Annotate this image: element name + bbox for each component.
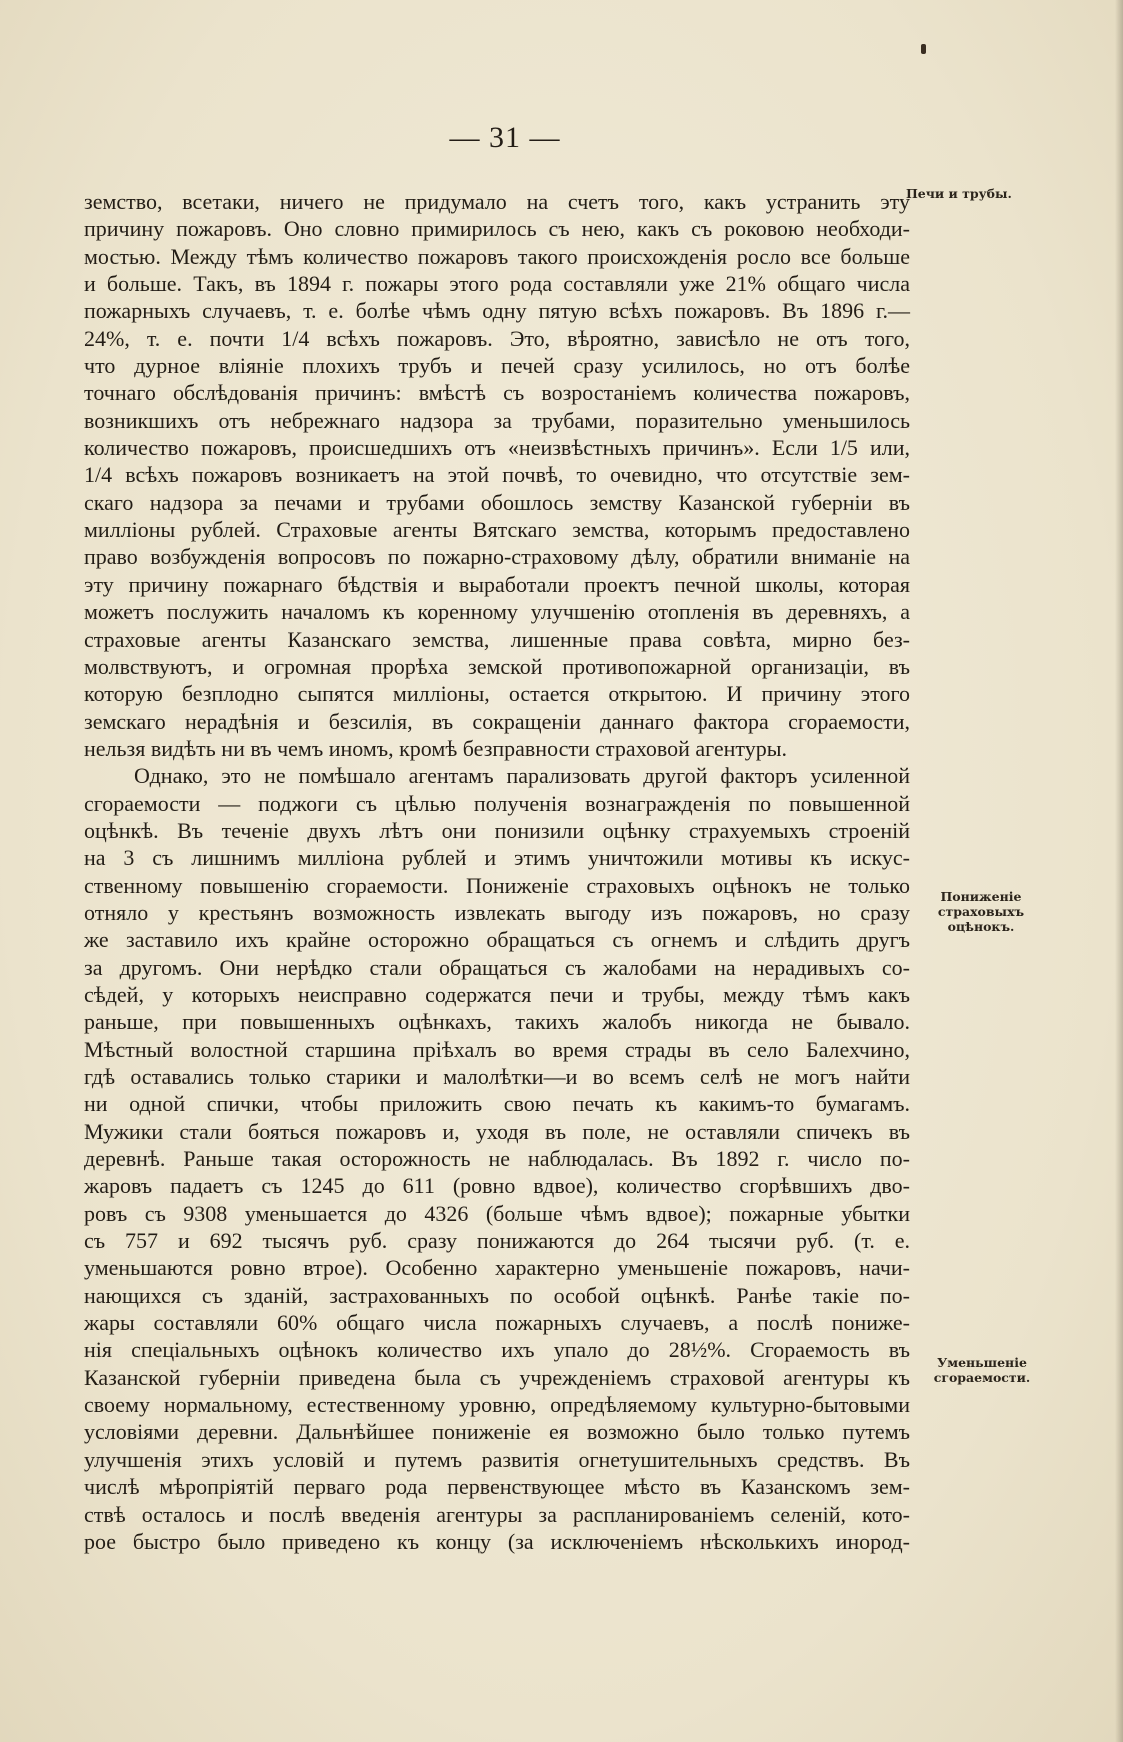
text-line: возникшихъ отъ небрежнаго надзора за трубами, поразительно уменьшилось xyxy=(84,407,910,433)
page-number: — 31 — xyxy=(449,121,561,154)
text-line: количество пожаровъ, происшедшихъ отъ «неизвѣстныхъ причинъ». Если 1/5 или, xyxy=(84,435,910,461)
text-line: на 3 съ лишнимъ миллiона рублей и этимъ уничтожили мотивы къ искус- xyxy=(84,845,910,871)
text-line: условiями деревни. Дальнѣйшее пониженiе ея возможно было только путемъ xyxy=(84,1419,910,1445)
text-line: Мѣстный волостной старшина прiѣхалъ во время страды въ село Балехчино, xyxy=(84,1036,910,1062)
text-line: нающихся съ зданiй, застрахованныхъ по особой оцѣнкѣ. Ранѣе такiе по- xyxy=(84,1282,910,1308)
text-line: Однако, это не помѣшало агентамъ парализовать другой факторъ усиленной xyxy=(134,763,910,789)
text-line: уменьшаются ровно втрое). Особенно характерно уменьшенiе пожаровъ, начи- xyxy=(84,1255,910,1281)
text-line: земскаго нерадѣнiя и безсилiя, въ сокращенiи даннаго фактора сгораемости, xyxy=(84,708,910,734)
text-line: страховые агенты Казанскаго земства, лишенные права совѣта, мирно без- xyxy=(84,626,910,652)
body-text xyxy=(84,188,910,1555)
text-line: ровъ съ 9308 уменьшается до 4326 (больше чѣмъ вдвое); пожарные убытки xyxy=(84,1200,910,1226)
text-line: ствѣ осталось и послѣ введенiя агентуры за распланированiемъ селенiй, кото- xyxy=(84,1501,910,1527)
text-line: сгораемости — поджоги съ цѣлью полученiя вознагражденiя по повышенной xyxy=(84,790,910,816)
text-line: ни одной спички, чтобы приложить свою печать къ какимъ-то бумагамъ. xyxy=(84,1091,910,1117)
text-line: нiя спецiальныхъ оцѣнокъ количество ихъ упало до 28½%. Сгораемость въ xyxy=(84,1337,910,1363)
text-line: и больше. Такъ, въ 1894 г. пожары этого рода составляли уже 21% общаго числа xyxy=(84,271,910,297)
page-edge-shadow xyxy=(1115,0,1123,1742)
text-line: сѣдей, у которыхъ неисправно содержатся печи и трубы, между тѣмъ какъ xyxy=(84,981,910,1007)
text-line: нельзя видѣть ни въ чемъ иномъ, кромѣ безправности страховой агентуры. xyxy=(84,735,788,761)
margin-note-combustibility: Уменьшенiе сгораемости. xyxy=(933,1355,1031,1385)
text-line: 24%, т. е. почти 1/4 всѣхъ пожаровъ. Это, вѣроятно, зависѣло не отъ того, xyxy=(84,325,910,351)
text-line: оцѣнкѣ. Въ теченiе двухъ лѣтъ они понизили оцѣнку страхуемыхъ строенiй xyxy=(84,817,910,843)
text-line: 1/4 всѣхъ пожаровъ возникаетъ на этой почвѣ, то очевидно, что отсутствiе зем- xyxy=(84,462,910,488)
text-line: право возбужденiя вопросовъ по пожарно-страховому дѣлу, обратили вниманiе на xyxy=(84,544,910,570)
text-line: за другомъ. Они нерѣдко стали обращаться съ жалобами на нерадивыхъ со- xyxy=(84,954,910,980)
text-line: причину пожаровъ. Оно словно примирилось съ нею, какъ съ роковою необходи- xyxy=(84,216,910,242)
text-line: жары составляли 60% общаго числа пожарныхъ случаевъ, а послѣ пониже- xyxy=(84,1310,910,1336)
text-line: Казанской губернiи приведена была съ учрежденiемъ страховой агентуры къ xyxy=(84,1364,910,1390)
text-line: деревнѣ. Раньше такая осторожность не наблюдалась. Въ 1892 г. число по- xyxy=(84,1146,910,1172)
text-line: раньше, при повышенныхъ оцѣнкахъ, такихъ жалобъ никогда не бывало. xyxy=(84,1009,910,1035)
text-line: рое быстро было приведено къ концу (за исключенiемъ нѣсколькихъ инород- xyxy=(84,1528,910,1554)
text-line: что дурное влiянiе плохихъ трубъ и печей сразу усилилось, но отъ болѣе xyxy=(84,353,910,379)
text-line: миллiоны рублей. Страховые агенты Вятскаго земства, которымъ предоставлено xyxy=(84,517,910,543)
text-line: пожарныхъ случаевъ, т. е. болѣе чѣмъ одну пятую всѣхъ пожаровъ. Въ 1896 г.— xyxy=(84,298,910,324)
text-line: можетъ послужить началомъ къ коренному улучшенiю отопленiя въ деревняхъ, а xyxy=(84,599,910,625)
text-line: же заставило ихъ крайне осторожно обращаться съ огнемъ и слѣдить другъ xyxy=(84,927,910,953)
margin-note-valuation: Пониженiе страховыхъ оцѣнокъ. xyxy=(937,889,1025,934)
text-line: земство, всетаки, ничего не придумало на счетъ того, какъ устранить эту xyxy=(84,189,910,214)
text-line: эту причину пожарнаго бѣдствiя и выработали проектъ печной школы, которая xyxy=(84,571,910,597)
text-line: съ 757 и 692 тысячъ руб. сразу понижаются до 264 тысячи руб. (т. е. xyxy=(84,1228,910,1254)
text-line: мостью. Между тѣмъ количество пожаровъ такого происхожденiя росло все больше xyxy=(84,243,910,269)
text-line: ственному повышенiю сгораемости. Пониженiе страховыхъ оцѣнокъ не только xyxy=(84,872,910,898)
text-line: точнаго обслѣдованiя причинъ: вмѣстѣ съ возростанiемъ количества пожаровъ, xyxy=(84,380,910,406)
text-line: своему нормальному, естественному уровню, опредѣляемому культурно-бытовыми xyxy=(84,1392,910,1418)
text-line: отняло у крестьянъ возможность извлекать выгоду изъ пожаровъ, но сразу xyxy=(84,899,910,925)
text-line: гдѣ оставались только старики и малолѣтки—и во всемъ селѣ не могъ найти xyxy=(84,1064,910,1089)
margin-note-stoves: Печи и трубы. xyxy=(906,186,1012,201)
text-line: жаровъ падаетъ съ 1245 до 611 (ровно вдвое), количество сгорѣвшихъ дво- xyxy=(84,1173,910,1199)
text-line: молвствуютъ, и огромная прорѣха земской противопожарной организацiи, въ xyxy=(84,653,910,679)
text-line: улучшенiя этихъ условiй и путемъ развитiя огнетушительныхъ средствъ. Въ xyxy=(84,1446,910,1472)
text-line: числѣ мѣропрiятiй перваго рода первенствующее мѣсто въ Казанскомъ зем- xyxy=(84,1474,910,1500)
text-line: скаго надзора за печами и трубами обошлось земству Казанской губернiи въ xyxy=(84,489,910,515)
ink-mark xyxy=(921,44,926,54)
text-line: Мужики стали бояться пожаровъ и, уходя въ поле, не оставляли спичекъ въ xyxy=(84,1118,910,1144)
text-line: которую безплодно сыпятся миллiоны, остается открытою. И причину этого xyxy=(84,681,910,707)
